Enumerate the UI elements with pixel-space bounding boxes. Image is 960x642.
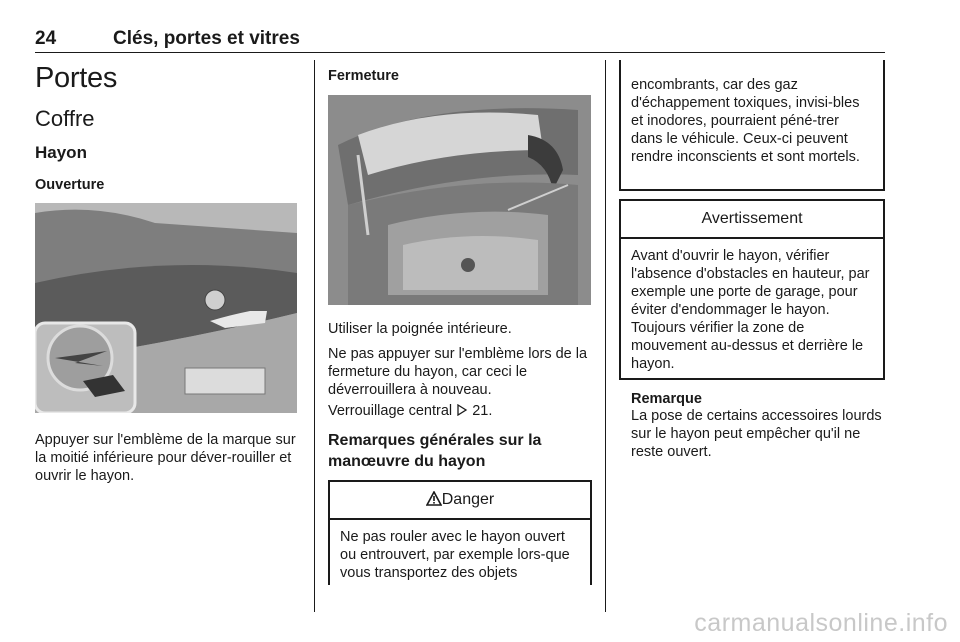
page-reference-arrow-icon (456, 402, 468, 420)
warning-box (619, 199, 885, 380)
danger-title-text: Danger (441, 491, 495, 508)
danger-continued-body: encombrants, car des gaz d'échappement toxiques, invisi-bles et inodores, pourraient péné-trer dans le véhicule. Ceux-ci peuvent rendre inconscients et sont mortels. (631, 77, 860, 165)
section-title-portes: Portes (35, 62, 118, 94)
paragraph-central-locking (328, 402, 593, 420)
caption-opening: Appuyer sur l'emblème de la marque sur la moitié inférieure pour déver-rouiller et ouvrir le hayon. (35, 432, 296, 484)
warning-box-body: Avant d'ouvrir le hayon, vérifier l'absence d'obstacles en hauteur, par exemple une porte de garage, pour éviter d'endommager le hayon. Toujours vérifier la zone de mouvement au-dessus et derrière le hayon. (631, 248, 870, 372)
danger-box (328, 480, 592, 585)
column-divider-2 (605, 60, 606, 612)
danger-box-title (330, 482, 590, 520)
tailgate-emblem-illustration (35, 203, 297, 413)
tailgate-closing-illustration (328, 95, 591, 305)
watermark: carmanualsonline.info (694, 609, 948, 637)
page-header (35, 26, 885, 53)
danger-box-body: Ne pas rouler avec le hayon ouvert ou entrouvert, par exemple lors-que vous transportez des objets (340, 529, 570, 581)
remark-title: Remarque (631, 391, 702, 407)
heading-general-remarks: Remarques générales sur la manœuvre du hayon (328, 432, 542, 470)
remark-body: La pose de certains accessoires lourds sur le hayon peut empêcher qu'il ne reste ouvert. (631, 408, 882, 460)
subsection-title-hayon: Hayon (35, 143, 87, 162)
warning-triangle-icon (426, 482, 442, 518)
heading-fermeture: Fermeture (328, 68, 399, 84)
column-divider-1 (314, 60, 315, 612)
page-number: 24 (35, 28, 57, 49)
chapter-title: Clés, portes et vitres (113, 28, 300, 49)
subsection-title-coffre: Coffre (35, 106, 95, 131)
paragraph-inner-handle: Utiliser la poignée intérieure. (328, 321, 512, 337)
central-locking-page-ref[interactable]: 21. (472, 403, 493, 419)
danger-box-continued (619, 60, 885, 191)
photo-tailgate-emblem (35, 203, 297, 413)
photo-tailgate-closing (328, 95, 591, 305)
paragraph-no-emblem: Ne pas appuyer sur l'emblème lors de la fermeture du hayon, car ceci le déverrouillera à nouveau. (328, 346, 588, 398)
heading-ouverture: Ouverture (35, 177, 105, 193)
warning-box-title: Avertissement (621, 201, 883, 239)
central-locking-text: Verrouillage central (328, 403, 453, 419)
